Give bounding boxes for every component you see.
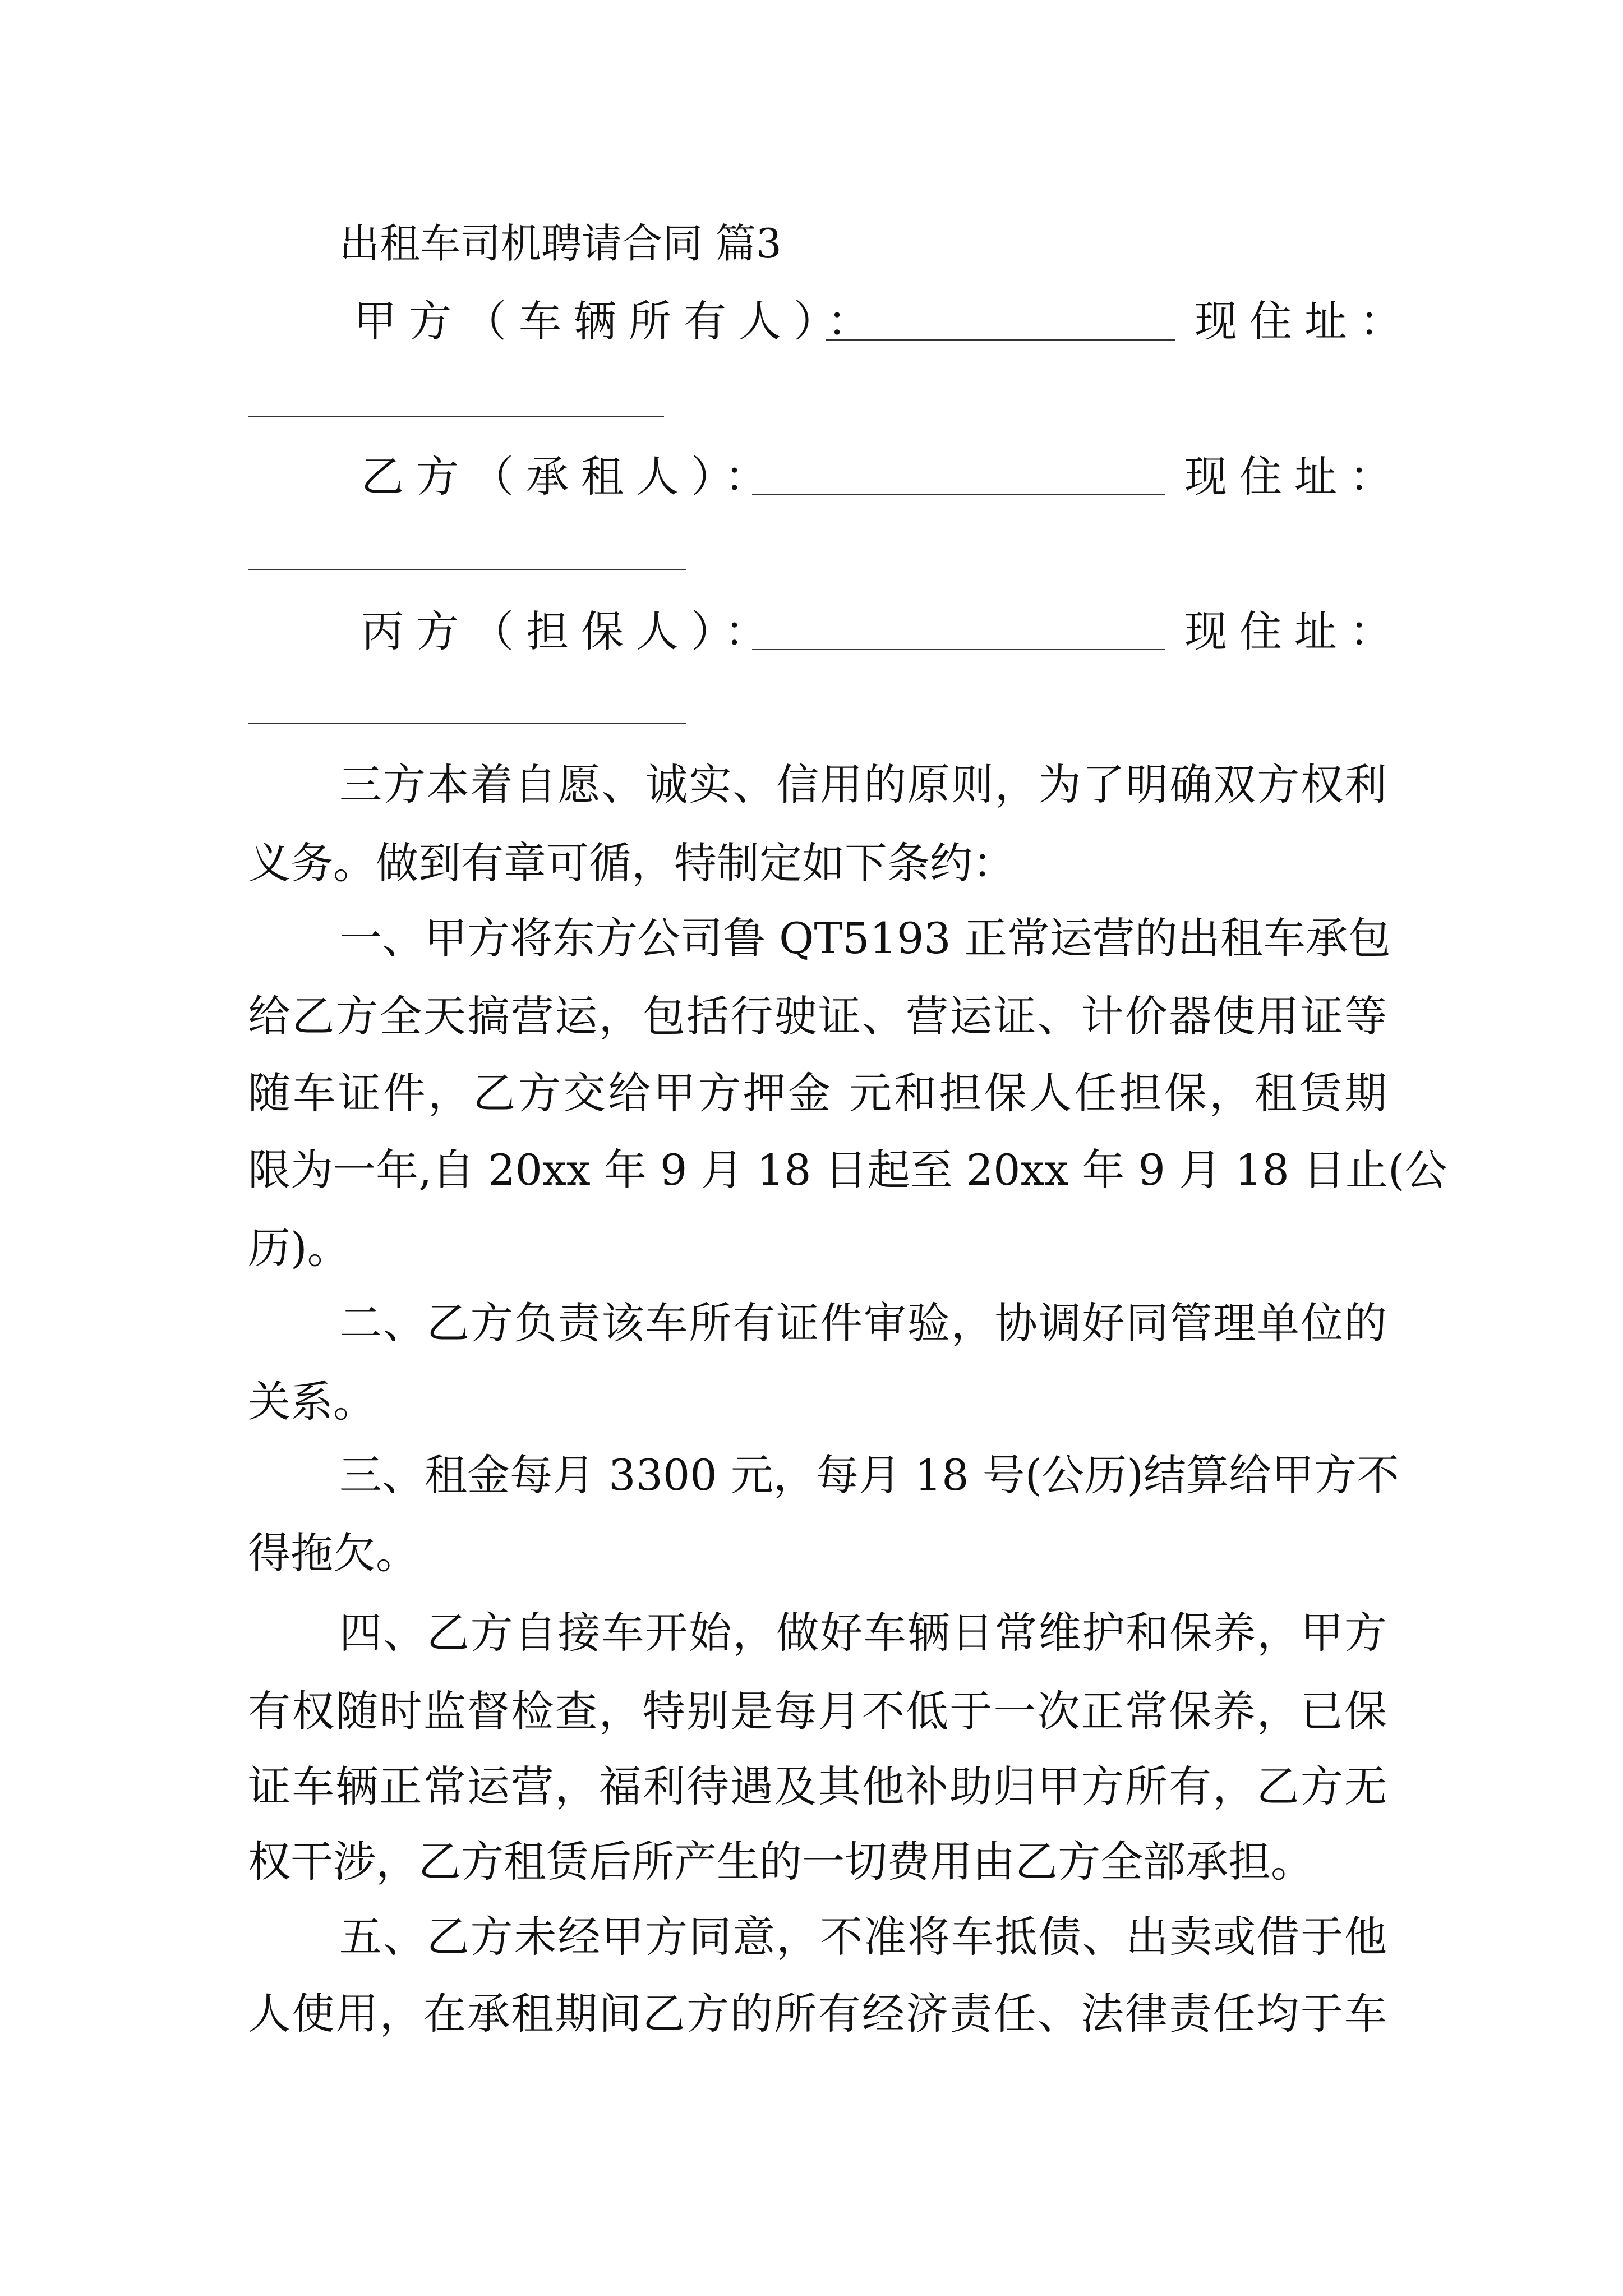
paragraph-line: 有权随时监督检查，特别是每月不低于一次正常保养，已保 — [248, 1686, 1387, 1736]
document-title: 出租车司机聘请合同 篇3 — [339, 220, 782, 267]
paragraph-line: 一、甲方将东方公司鲁 QT5193 正常运营的出租车承包 — [339, 913, 1391, 963]
paragraph-line: 义务。做到有章可循，特制定如下条约： — [248, 838, 1015, 888]
paragraph-line: 限为一年,自 20xx 年 9 月 18 日起至 20xx 年 9 月 18 日止(公 — [248, 1145, 1447, 1195]
paragraph-line: 随车证件，乙方交给甲方押金 元和担保人任担保，租赁期 — [248, 1068, 1387, 1118]
paragraph-line: 得拖欠。 — [248, 1528, 418, 1578]
party-c-address-blank[interactable] — [248, 723, 686, 724]
paragraph-line: 四、乙方自接车开始，做好车辆日常维护和保养，甲方 — [339, 1608, 1387, 1658]
paragraph-line: 权干涉，乙方租赁后所产生的一切费用由乙方全部承担。 — [248, 1837, 1313, 1887]
paragraph-line: 证车辆正常运营，福利待遇及其他补助归甲方所有，乙方无 — [248, 1761, 1387, 1811]
party-c-label: 丙方（担保人）： — [361, 606, 780, 656]
party-a-name-blank[interactable] — [826, 339, 1175, 341]
paragraph-line: 二、乙方负责该车所有证件审验，协调好同管理单位的 — [339, 1298, 1387, 1348]
paragraph-line: 三方本着自愿、诚实、信用的原则，为了明确双方权利 — [339, 760, 1387, 809]
paragraph-line: 关系。 — [248, 1377, 376, 1427]
party-a-address-blank[interactable] — [248, 416, 664, 417]
paragraph-line: 人使用，在承租期间乙方的所有经济责任、法律责任均于车 — [248, 1989, 1387, 2039]
party-a-address-label: 现住址： — [1195, 296, 1414, 346]
party-a-label: 甲方（车辆所有人）： — [354, 296, 882, 346]
party-b-name-blank[interactable] — [752, 494, 1165, 495]
paragraph-line: 历)。 — [248, 1223, 350, 1273]
paragraph-line: 三、租金每月 3300 元，每月 18 号(公历)结算给甲方不 — [339, 1450, 1400, 1500]
party-b-address-label: 现住址： — [1184, 452, 1404, 501]
party-c-name-blank[interactable] — [752, 649, 1165, 650]
paragraph-line: 给乙方全天搞营运，包括行驶证、营运证、计价器使用证等 — [248, 991, 1387, 1041]
party-c-address-label: 现住址： — [1184, 606, 1404, 656]
party-b-address-blank[interactable] — [248, 569, 686, 570]
paragraph-line: 五、乙方未经甲方同意，不准将车抵债、出卖或借于他 — [339, 1912, 1387, 1962]
party-b-label: 乙方（承租人）： — [361, 452, 780, 501]
